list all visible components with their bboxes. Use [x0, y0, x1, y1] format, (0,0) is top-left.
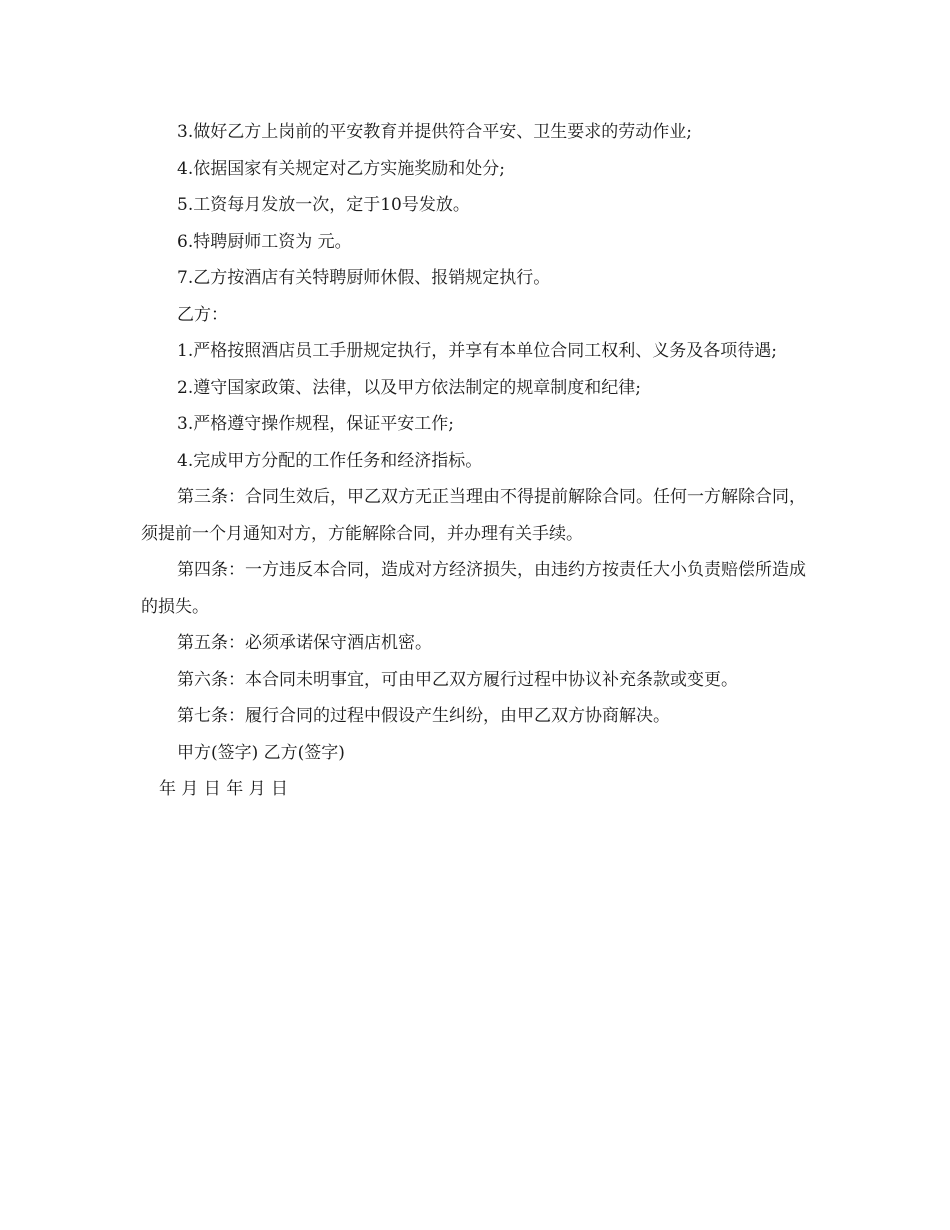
article-3: 第三条：合同生效后，甲乙双方无正当理由不得提前解除合同。任何一方解除合同，须提前一个月通知对方，方能解除合同，并办理有关手续。 [141, 487, 806, 544]
paragraph-party-b-duty-4: 4.完成甲方分配的工作任务和经济指标。 [177, 450, 483, 471]
paragraph-party-b-duty-1: 1.严格按照酒店员工手册规定执行，并享有本单位合同工权利、义务及各项待遇; [177, 341, 777, 361]
paragraph-party-b-duty-3: 3.严格遵守操作规程，保证平安工作; [177, 414, 454, 434]
signature-line: 甲方(签字) 乙方(签字) [177, 742, 345, 763]
article-7: 第七条：履行合同的过程中假设产生纠纷，由甲乙双方协商解决。 [177, 706, 670, 726]
article-5: 第五条：必须承诺保守酒店机密。 [177, 633, 432, 653]
paragraph-party-b-duty-2: 2.遵守国家政策、法律，以及甲方依法制定的规章制度和纪律; [177, 377, 641, 398]
document-body [141, 114, 821, 808]
paragraph-party-a-duty-3: 3.做好乙方上岗前的平安教育并提供符合平安、卫生要求的劳动作业; [177, 122, 692, 142]
date-line: 年 月 日 年 月 日 [159, 779, 289, 799]
heading-party-b: 乙方： [177, 304, 228, 325]
article-6: 第六条：本合同未明事宜，可由甲乙双方履行过程中协议补充条款或变更。 [177, 669, 738, 690]
paragraph-party-a-duty-6: 6.特聘厨师工资为 元。 [177, 231, 352, 252]
paragraph-party-a-duty-4: 4.依据国家有关规定对乙方实施奖励和处分; [177, 158, 505, 179]
article-4: 第四条：一方违反本合同，造成对方经济损失，由违约方按责任大小负责赔偿所造成的损失。 [141, 560, 806, 617]
paragraph-party-a-duty-5: 5.工资每月发放一次，定于10号发放。 [177, 195, 470, 215]
paragraph-party-a-duty-7: 7.乙方按酒店有关特聘厨师休假、报销规定执行。 [177, 268, 551, 288]
